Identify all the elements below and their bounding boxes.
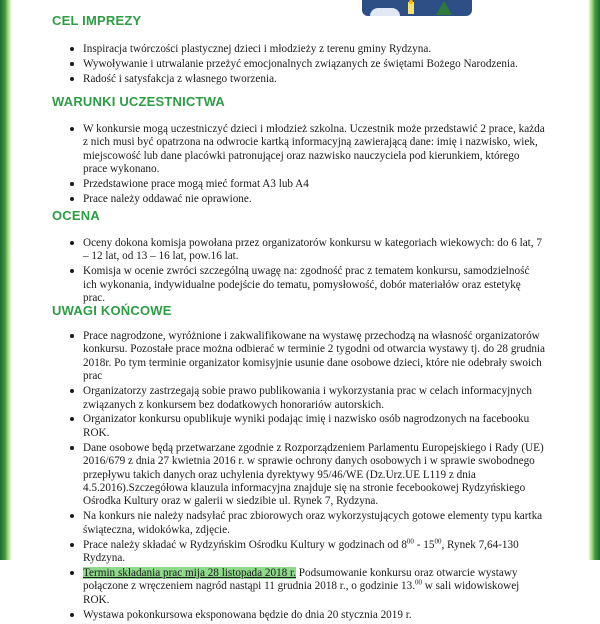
deadline-mid: - 15 xyxy=(413,538,435,551)
snow-shape xyxy=(370,8,400,16)
termin-rest1: Podsumowanie konkursu oraz otwarcie wystawy połączone z wręczeniem nagród nastąpi 11 grudnia 2018 r., o godzinie 13. xyxy=(83,566,518,593)
list-item: Wywoływanie i utrwalanie przeżyć emocjonalnych związanych ze świętami Bożego Narodzenia. xyxy=(70,58,545,71)
list-item: Prace nagrodzone, wyróżnione i zakwalifikowane na wystawę przechodzą na własność organizatorów konkursu. Pozostałe prace można odbierać w terminie 2 tygodni od otwarcia wystawy tj. do 28 grudnia 2018r. Po tym terminie organizator komisyjnie usunie dane osobowe dzieci, które nie odebrały swoich prac xyxy=(70,330,545,384)
list-item: Na konkurs nie należy nadsyłać prac zbiorowych oraz wykorzystujących gotowe elementy typu kartka świąteczna, widokówka, zdjęcie. xyxy=(70,510,545,537)
deadline-prefix: Prace należy składać w Rydzyńskim Ośrodku Kultury w godzinach od 8 xyxy=(83,538,407,551)
list-item: Prace należy oddawać nie oprawione. xyxy=(70,193,545,206)
cel-list xyxy=(70,43,545,88)
section-title-warunki: WARUNKI UCZESTNICTWA xyxy=(52,94,225,109)
section-title-uwagi: UWAGI KOŃCOWE xyxy=(52,303,172,318)
list-item-last: Wystawa pokonkursowa eksponowana będzie do dnia 20 stycznia 2019 r. xyxy=(70,609,545,622)
termin-sup: 00 xyxy=(415,578,422,587)
list-item: W konkursie mogą uczestniczyć dzieci i młodzież szkolna. Uczestnik może przedstawić 2 prace, każda z nich musi być opatrzona na odwrocie kartką informacyjną zawierającą dane: imię i nazwisko, wiek, miejscowość lub dane placówki patronującej oraz nazwisko nauczyciela pod kierunkiem, którego prace wykonano. xyxy=(70,123,545,177)
termin-highlight: Termin składania prac mija 28 listopada 2018 r. xyxy=(83,566,296,579)
list-item: Radość i satysfakcja z własnego tworzenia. xyxy=(70,73,545,86)
warunki-list xyxy=(70,123,545,208)
list-item-deadline xyxy=(70,536,545,566)
tree-icon xyxy=(436,1,452,15)
list-item: Inspiracja twórczości plastycznej dzieci i młodzieży z terenu gminy Rydzyna. xyxy=(70,43,545,56)
ocena-list xyxy=(70,237,545,307)
list-item: Komisja w ocenie zwróci szczególną uwagę na: zgodność prac z tematem konkursu, samodzielność ich wykonania, indywidualne podejście do tematu, pomysłowość, dobór materiałów oraz estetykę prac. xyxy=(70,265,545,305)
decorative-frame-left xyxy=(0,0,12,560)
deadline-sup1: 00 xyxy=(406,536,414,545)
deadline-sup2: 00 xyxy=(434,536,442,545)
deadline-suffix: , Rynek 7,64-130 Rydzyna. xyxy=(83,538,519,564)
section-title-ocena: OCENA xyxy=(52,208,100,223)
list-item: Organizatorzy zastrzegają sobie prawo publikowania i wykorzystania prac w celach informacyjnych związanych z konkursem bez dodatkowych honorariów autorskich. xyxy=(70,385,545,412)
list-item: Dane osobowe będą przetwarzane zgodnie z Rozporządzeniem Parlamentu Europejskiego i Rady (UE) 2016/679 z dnia 27 kwietnia 2016 r. w sprawie ochrony danych osobowych i w sprawie swobodnego przepływu takich danych oraz uchylenia dyrektywy 95/46/WE (Dz.Urz.UE L119 z dnia 4.5.2016).Szczegółowa klauzula informacyjna znajduje się na stronie fecebookowej Rydzyńskiego Ośrodka Kultury oraz w galerii w siedzibie ul. Rynek 7, Rydzyna. xyxy=(70,442,545,509)
decorative-frame-right xyxy=(588,0,600,560)
uwagi-list xyxy=(70,330,545,624)
section-title-cel: CEL IMPREZY xyxy=(52,13,142,28)
list-item: Oceny dokona komisja powołana przez organizatorów konkursu w kategoriach wiekowych: do 6 lat, 7 – 12 lat, od 13 – 16 lat, pow.16 lat. xyxy=(70,237,545,264)
flame-icon xyxy=(409,0,413,4)
termin-rest2: w sali widowiskowej ROK. xyxy=(83,580,520,606)
list-item: Organizator konkursu opublikuje wyniki podając imię i nazwisko osób nagrodzonych na facebooku ROK. xyxy=(70,413,545,440)
list-item-termin xyxy=(70,567,545,607)
christmas-illustration xyxy=(362,0,472,16)
list-item: Przedstawione prace mogą mieć format A3 lub A4 xyxy=(70,178,545,191)
